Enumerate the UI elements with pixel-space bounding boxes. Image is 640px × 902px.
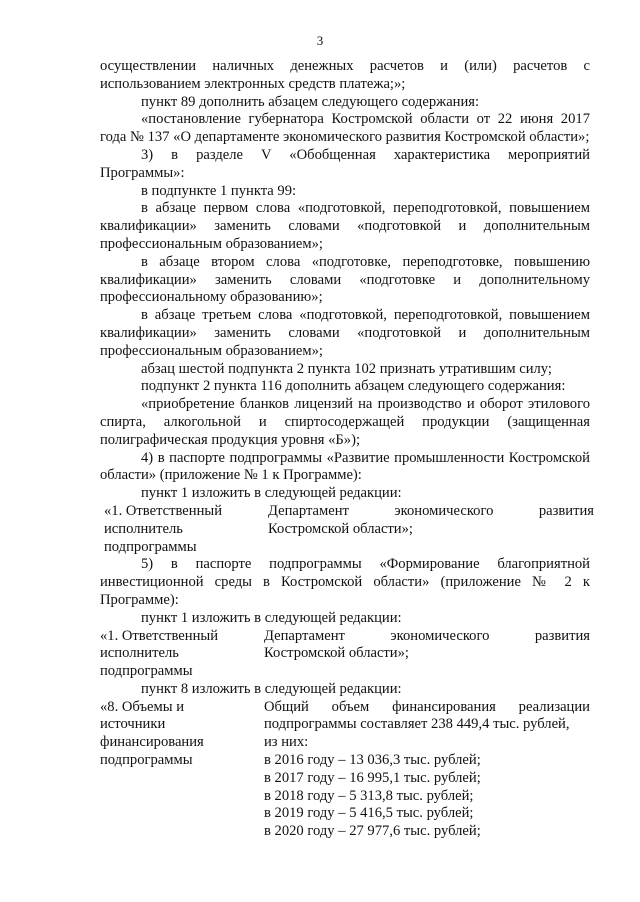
page-number: 3 — [316, 33, 324, 48]
paragraph: пункт 1 изложить в следующей редакции: — [141, 609, 402, 626]
paragraph: в абзаце третьем слова «подготовкой, переподготовкой, повышением квалификации» заменить словами «подготовкой и дополнительным профессиональным образованием»; — [100, 307, 590, 359]
paragraph: в абзаце втором слова «подготовке, переподготовке, повышению квалификации» заменить словами «подготовке и дополнительному профессиональному образованию»; — [100, 253, 590, 306]
table-cell-line: подпрограммы составляет 238 449,4 тыс. рублей, — [264, 716, 570, 733]
table-right-column — [264, 628, 590, 681]
paragraph: осуществлении наличных денежных расчетов и (или) расчетов с использованием электронных средств платежа;»; — [100, 58, 590, 92]
table-cell-line: финансирования — [100, 734, 204, 751]
table-financing — [100, 699, 590, 841]
paragraph: пункт 8 изложить в следующей редакции: — [141, 680, 402, 697]
paragraph: «приобретение бланков лицензий на производство и оборот этилового спирта, алкогольной и спиртосодержащей продукции (защищенная полиграфическая продукция уровня «Б»); — [100, 396, 590, 448]
table-cell-line: подпрограммы — [100, 663, 193, 680]
table-responsible-executor-2 — [100, 628, 590, 681]
table-left-column — [104, 503, 268, 556]
table-cell-line: в 2018 году – 5 313,8 тыс. рублей; — [264, 787, 474, 804]
paragraph: 5) в паспорте подпрограммы «Формирование благоприятной инвестиционной среды в Костромской области» (приложение № 2 к Программе): — [100, 556, 590, 608]
paragraph: подпункт 2 пункта 116 дополнить абзацем следующего содержания: — [141, 378, 566, 395]
table-cell-line: «1. Ответственный — [100, 627, 219, 644]
paragraphs-section-2 — [100, 556, 590, 627]
table-cell-line: в 2016 году – 13 036,3 тыс. рублей; — [264, 752, 481, 769]
paragraph: абзац шестой подпункта 2 пункта 102 признать утратившим силу; — [141, 360, 552, 377]
table-cell-line: Департамент экономического развития — [268, 502, 594, 519]
table-right-column — [264, 699, 590, 841]
table-left-column — [100, 699, 264, 841]
table-cell-line: в 2017 году – 16 995,1 тыс. рублей; — [264, 769, 481, 786]
table-cell-line: Костромской области»; — [268, 520, 413, 537]
table-cell-line: Департамент экономического развития — [264, 627, 590, 644]
table-right-column — [268, 503, 594, 556]
table-cell-line: из них: — [264, 734, 309, 751]
table-cell-line: подпрограммы — [100, 752, 193, 769]
table-cell-line: исполнитель — [104, 520, 183, 537]
paragraphs-section-3 — [100, 681, 590, 699]
table-cell-line: Общий объем финансирования реализации — [264, 698, 590, 715]
table-left-column — [100, 628, 264, 681]
document-body — [100, 58, 594, 841]
paragraph: пункт 1 изложить в следующей редакции: — [141, 485, 402, 502]
table-cell-line: исполнитель — [100, 645, 179, 662]
table-cell-line: Костромской области»; — [264, 645, 409, 662]
table-cell-line: в 2019 году – 5 416,5 тыс. рублей; — [264, 805, 474, 822]
paragraph: пункт 89 дополнить абзацем следующего содержания: — [141, 93, 480, 110]
table-cell-line: источники — [100, 716, 166, 733]
table-cell-line: «8. Объемы и — [100, 698, 185, 715]
table-cell-line: в 2020 году – 27 977,6 тыс. рублей; — [264, 823, 481, 840]
table-cell-line: «1. Ответственный — [104, 502, 223, 519]
paragraph: в подпункте 1 пункта 99: — [141, 182, 297, 199]
table-cell-line: подпрограммы — [104, 538, 197, 555]
paragraph: «постановление губернатора Костромской области от 22 июня 2017 года № 137 «О департаменте экономического развития Костромской области»; — [100, 111, 590, 146]
paragraph: 3) в разделе V «Обобщенная характеристика мероприятий Программы»: — [100, 146, 590, 181]
paragraphs-section-1 — [100, 58, 590, 503]
table-responsible-executor-1 — [104, 502, 594, 556]
paragraph: 4) в паспорте подпрограммы «Развитие промышленности Костромской области» (приложение № 1 к Программе): — [100, 449, 590, 484]
paragraph: в абзаце первом слова «подготовкой, переподготовкой, повышением квалификации» заменить словами «подготовкой и дополнительным профессиональным образованием»; — [100, 200, 590, 252]
